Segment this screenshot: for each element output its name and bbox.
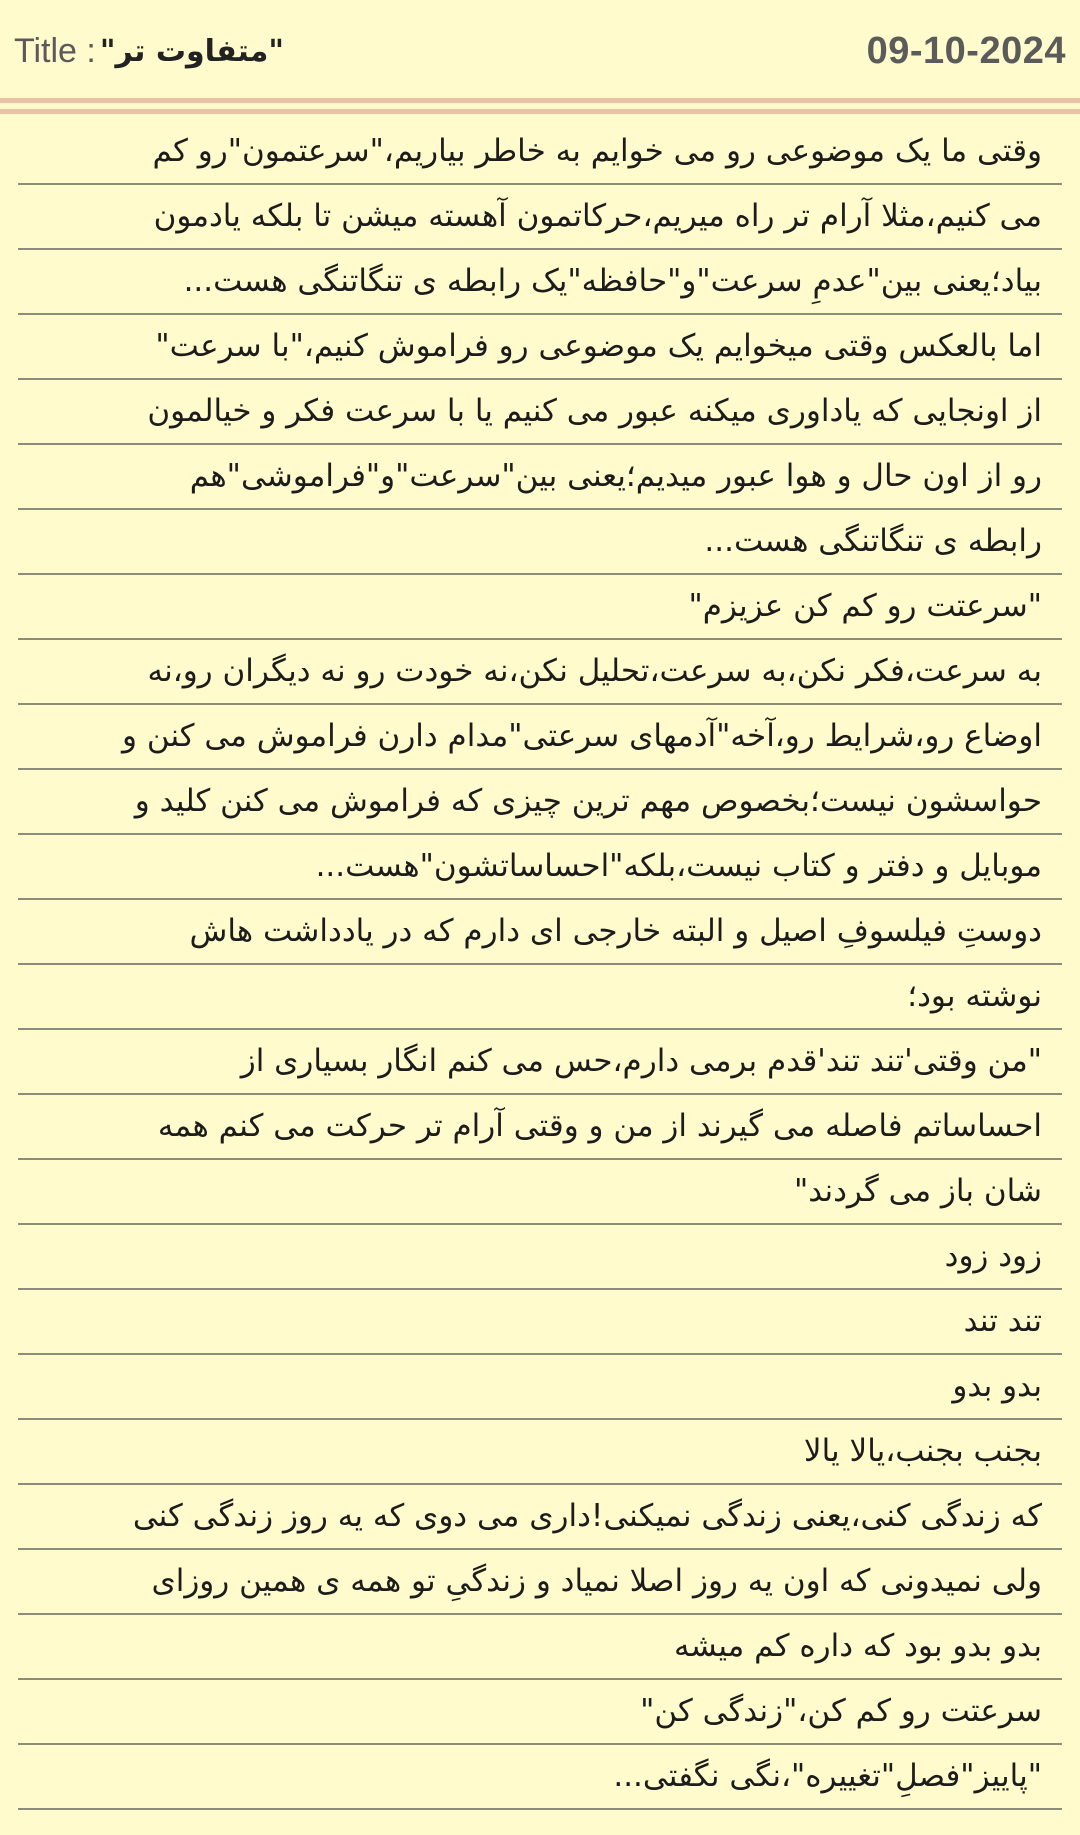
note-line[interactable]: بجنب بجنب،یالا یالا (18, 1420, 1062, 1485)
note-line[interactable]: دوستِ فیلسوفِ اصیل و البته خارجی ای دارم که در یادداشت هاش (18, 900, 1062, 965)
title-value: "متفاوت تر" (99, 33, 284, 69)
note-line[interactable]: که زندگی کنی،یعنی زندگی نمیکنی!داری می دوی که یه روز زندگی کنی (18, 1485, 1062, 1550)
note-line[interactable]: اما بالعکس وقتی میخوایم یک موضوعی رو فراموش کنیم،"با سرعت" (18, 315, 1062, 380)
note-line[interactable]: حواسشون نیست؛بخصوص مهم ترین چیزی که فراموش می کنن کلید و (18, 770, 1062, 835)
note-line[interactable]: زود زود (18, 1225, 1062, 1290)
note-line[interactable]: وقتی ما یک موضوعی رو می خوایم به خاطر بیاریم،"سرعتمون"رو کم (18, 120, 1062, 185)
note-line[interactable]: از اونجایی که یاداوری میکنه عبور می کنیم یا با سرعت فکر و خیالمون (18, 380, 1062, 445)
note-line[interactable]: می کنیم،مثلا آرام تر راه میریم،حرکاتمون آهسته میشن تا بلکه یادمون (18, 185, 1062, 250)
note-line[interactable]: سرعتت رو کم کن،"زندگی کن" (18, 1680, 1062, 1745)
note-title[interactable] (14, 26, 284, 76)
note-line[interactable]: رابطه ی تنگاتنگی هست... (18, 510, 1062, 575)
note-date: 09-10-2024 (866, 29, 1066, 72)
note-body[interactable] (18, 120, 1062, 1810)
note-line[interactable]: بدو بدو (18, 1355, 1062, 1420)
header-divider-line (0, 109, 1080, 114)
header-divider (0, 98, 1080, 116)
note-line[interactable]: به سرعت،فکر نکن،به سرعت،تحلیل نکن،نه خودت رو نه دیگران رو،نه (18, 640, 1062, 705)
note-line[interactable]: تند تند (18, 1290, 1062, 1355)
note-line[interactable]: نوشته بود؛ (18, 965, 1062, 1030)
note-line[interactable]: موبایل و دفتر و کتاب نیست،بلکه"احساساتشون"هست... (18, 835, 1062, 900)
header-divider-line (0, 98, 1080, 103)
note-line[interactable]: "سرعتت رو کم کن عزیزم" (18, 575, 1062, 640)
note-line[interactable]: بیاد؛یعنی بین"عدمِ سرعت"و"حافظه"یک رابطه ی تنگاتنگی هست... (18, 250, 1062, 315)
note-line[interactable]: بدو بدو بود که داره کم میشه (18, 1615, 1062, 1680)
note-line[interactable]: شان باز می گردند" (18, 1160, 1062, 1225)
note-header (0, 0, 1080, 98)
note-line[interactable]: اوضاع رو،شرایط رو،آخه"آدمهای سرعتی"مدام دارن فراموش می کنن و (18, 705, 1062, 770)
note-line[interactable]: "پاییز"فصلِ"تغییره"،نگی نگفتی... (18, 1745, 1062, 1810)
title-label: Title : (14, 31, 96, 70)
note-line[interactable]: "من وقتی'تند تند'قدم برمی دارم،حس می کنم انگار بسیاری از (18, 1030, 1062, 1095)
note-line[interactable]: ولی نمیدونی که اون یه روز اصلا نمیاد و زندگیِ تو همه ی همین روزای (18, 1550, 1062, 1615)
note-line[interactable]: رو از اون حال و هوا عبور میدیم؛یعنی بین"سرعت"و"فراموشی"هم (18, 445, 1062, 510)
note-line[interactable]: احساساتم فاصله می گیرند از من و وقتی آرام تر حرکت می کنم همه (18, 1095, 1062, 1160)
